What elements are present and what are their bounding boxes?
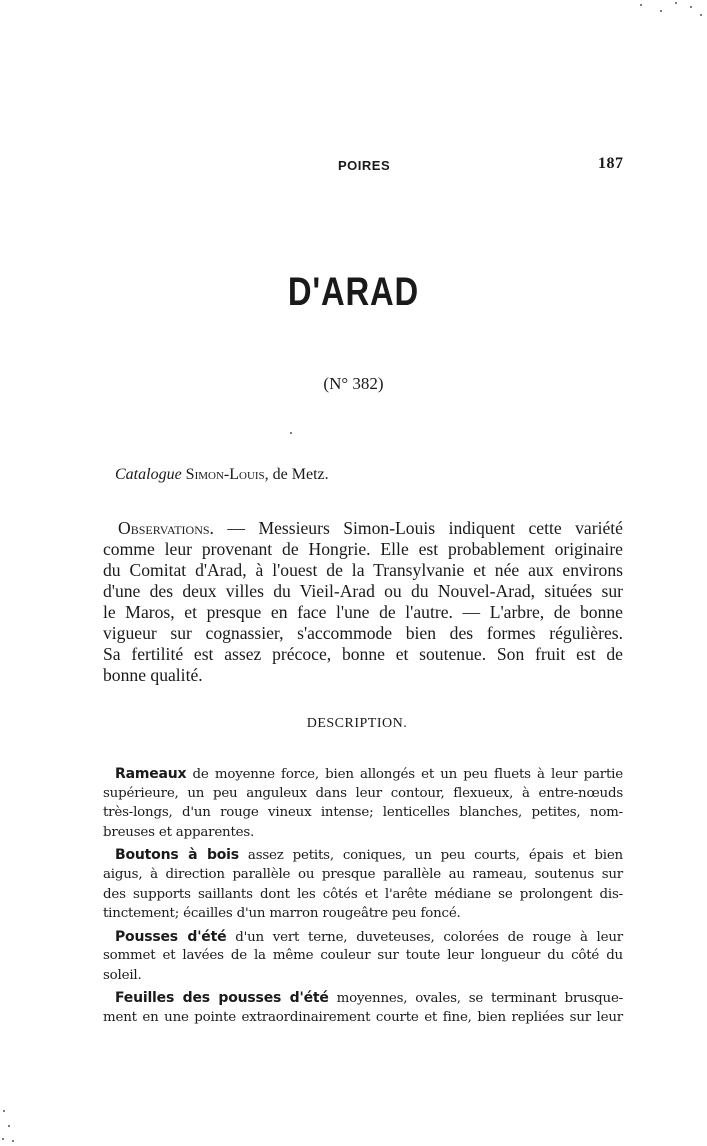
- description-line: [103, 906, 623, 921]
- line-text: soleil.: [103, 968, 142, 983]
- scan-speck: [675, 2, 677, 4]
- catalogue-reference: [115, 466, 329, 484]
- scan-speck: [660, 10, 662, 12]
- observations-lead: Observations.: [118, 518, 214, 538]
- scan-speck: [700, 14, 702, 16]
- line-text: d'une des deux villes du Vieil-Arad ou du Nouvel-Arad, situées sur: [103, 581, 623, 601]
- scan-speck: [2, 1138, 4, 1140]
- description-line: [115, 766, 623, 782]
- description-line: [115, 847, 623, 863]
- observation-line: [118, 518, 623, 539]
- line-text: comme leur provenant de Hongrie. Elle est probablement originaire: [103, 539, 623, 559]
- line-text: assez petits, coniques, un peu courts, épais et bien: [238, 848, 623, 864]
- observation-line: [103, 560, 623, 581]
- observation-line: [103, 644, 623, 665]
- catalogue-name: Simon-Louis: [185, 466, 265, 483]
- description-lead: Pousses d'été: [115, 928, 227, 945]
- line-text: breuses et apparentes.: [103, 825, 255, 841]
- line-text: — Messieurs Simon-Louis indiquent cette variété: [213, 518, 623, 538]
- line-text: aigus, à direction parallèle ou presque parallèle au rameau, soutenus sur: [103, 867, 623, 882]
- page-title: D'ARAD: [287, 270, 420, 314]
- line-text: Sa fertilité est assez précoce, bonne et soutenue. Son fruit est de: [103, 644, 623, 664]
- scan-speck: [3, 1110, 5, 1112]
- scan-speck: [290, 432, 292, 434]
- description-line: [103, 948, 623, 963]
- line-text: ment en une pointe extraordinairement courte et fine, bien repliées sur leur: [103, 1009, 623, 1025]
- catalogue-label: Catalogue: [115, 466, 182, 483]
- catalogue-rest: , de Metz.: [264, 466, 329, 483]
- line-text: vigueur sur cognassier, s'accommode bien des formes régulières.: [103, 623, 623, 643]
- line-text: bonne qualité.: [103, 665, 203, 685]
- description-lead: Feuilles des pousses d'été: [115, 990, 329, 1007]
- observation-line: [103, 581, 623, 602]
- description-lead: Rameaux: [115, 766, 187, 782]
- page-number: 187: [598, 155, 624, 172]
- variety-number: (N° 382): [323, 374, 384, 393]
- running-title: POIRES: [338, 158, 391, 173]
- description-line: [103, 786, 623, 801]
- description-line: [115, 929, 623, 945]
- observation-line: [103, 602, 623, 623]
- observation-line: [103, 623, 623, 644]
- line-text: supérieure, un peu anguleux dans leur contour, flexueux, à entre-nœuds: [103, 785, 623, 801]
- description-line: [115, 990, 623, 1006]
- line-text: sommet et lavées de la même couleur sur toute leur longueur du côté du: [103, 948, 623, 964]
- scan-speck: [12, 1140, 14, 1142]
- description-lead: Boutons à bois: [115, 847, 239, 864]
- line-text: des supports saillants dont les côtés et l'arête médiane se prolongent dis-: [103, 886, 623, 902]
- line-text: moyennes, ovales, se terminant brusque-: [328, 991, 623, 1007]
- scan-speck: [690, 6, 692, 8]
- line-text: tinctement; écailles d'un marron rougeâtre peu foncé.: [103, 906, 461, 922]
- description-line: [103, 867, 623, 882]
- description-line: [103, 968, 623, 983]
- line-text: le Maros, et presque en face l'une de l'autre. — L'arbre, de bonne: [103, 602, 623, 622]
- description-line: [103, 825, 623, 840]
- description-line: [103, 887, 623, 902]
- scan-speck: [640, 4, 642, 6]
- description-line: [103, 1010, 623, 1025]
- line-text: de moyenne force, bien allongés et un peu fluets à leur partie: [186, 767, 623, 782]
- scan-speck: [8, 1125, 10, 1127]
- line-text: du Comitat d'Arad, à l'ouest de la Transylvanie et née aux environs: [103, 560, 623, 580]
- line-text: très-longs, d'un rouge vineux intense; lenticelles blanches, petites, nom-: [103, 805, 623, 821]
- observation-line: [103, 539, 623, 560]
- line-text: d'un vert terne, duveteuses, colorées de rouge à leur: [226, 929, 623, 945]
- description-heading: DESCRIPTION.: [306, 716, 408, 731]
- description-line: [103, 805, 623, 820]
- observation-line: [103, 665, 623, 686]
